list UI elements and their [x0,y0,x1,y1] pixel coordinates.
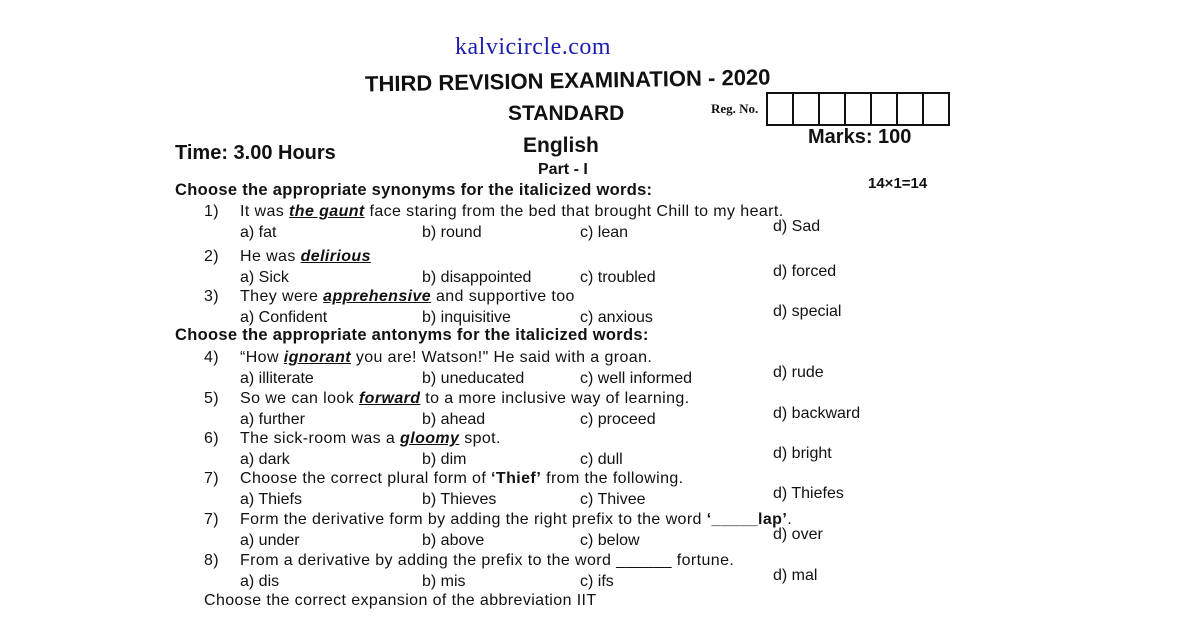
question-2 [204,248,371,266]
italicized-word: ignorant [283,349,351,366]
option-a: a) Sick [240,269,289,286]
option-c: c) troubled [580,269,656,286]
subject: English [523,134,599,157]
part-label: Part - I [538,161,588,178]
question-text-end: spot. [459,430,501,447]
question-number: 5) [204,390,220,407]
option-b: b) round [422,224,482,241]
question-text: So we can look [240,390,359,407]
option-b: b) disappointed [422,269,532,286]
option-c: c) Thivee [580,491,646,508]
option-a: a) Thiefs [240,491,302,508]
option-d: d) rude [773,364,824,381]
option-c: c) ifs [580,573,614,590]
option-b: b) above [422,532,485,549]
option-b: b) Thieves [422,491,497,508]
question-text: It was [240,203,290,220]
reg-no-box [896,92,924,126]
question-6 [204,430,501,448]
section-synonyms: Choose the appropriate synonyms for the italicized words: [175,181,653,199]
option-b: b) inquisitive [422,309,511,326]
option-a: a) under [240,532,300,549]
option-b: b) dim [422,451,467,468]
question-text: They were [240,288,324,305]
cut-off-question: Choose the correct expansion of the abbreviation IIT [204,592,597,609]
question-7 [204,470,684,488]
reg-no-box [818,92,846,126]
question-number: 2) [204,248,220,265]
option-d: d) Sad [773,218,821,235]
option-d: d) over [773,526,823,543]
option-c: c) lean [580,224,629,241]
question-text: He was [240,248,301,265]
question-text: Choose the correct plural form of [240,470,492,487]
reg-no-box [792,92,820,126]
option-a: a) fat [240,224,277,241]
option-d: d) special [773,303,842,320]
option-d: d) bright [773,445,832,462]
option-c: c) dull [580,451,623,468]
question-3 [204,288,575,306]
reg-no-boxes [768,92,950,126]
option-a: a) illiterate [240,370,314,387]
option-c: c) below [580,532,640,549]
option-a: a) dark [240,451,290,468]
reg-no-box [870,92,898,126]
italicized-word: delirious [300,248,371,265]
italicized-word: gloomy [400,430,460,447]
question-number: 3) [204,288,220,305]
option-c: c) anxious [580,309,653,326]
option-c: c) proceed [580,411,656,428]
option-b: b) ahead [422,411,486,428]
question-9 [204,552,734,570]
question-number: 6) [204,430,220,447]
key-word: ‘_____lap’ [706,511,788,528]
question-4 [204,349,652,367]
question-text-end: and supportive too [431,288,575,305]
option-c: c) well informed [580,370,693,387]
score: 14×1=14 [868,175,928,192]
question-number: 8) [204,552,220,569]
option-a: a) Confident [240,309,328,326]
italicized-word: forward [358,390,421,407]
question-text: From a derivative by adding the prefix to the word [240,552,617,569]
exam-title: THIRD REVISION EXAMINATION - 2020 [364,64,771,97]
question-text: The sick-room was a [240,430,401,447]
option-a: a) dis [240,573,280,590]
standard-label: STANDARD [508,102,625,125]
reg-no-box [766,92,794,126]
watermark: kalvicircle.com [455,34,612,60]
question-text-end: to a more inclusive way of learning. [420,390,690,407]
option-b: b) uneducated [422,370,525,387]
question-1 [204,203,784,221]
time: Time: 3.00 Hours [175,142,336,164]
question-text-end: from the following. [541,470,684,487]
question-text-end: you are! Watson!" He said with a groan. [350,349,653,366]
question-text-end: face staring from the bed that brought Chill to my heart. [364,203,784,220]
question-number: 1) [204,203,220,220]
question-text-end: . [787,511,793,528]
option-d: d) mal [773,567,818,584]
key-word: ‘Thief’ [491,470,542,487]
question-text: Form the derivative form by adding the right prefix to the word [240,511,707,528]
option-d: d) forced [773,263,837,280]
question-number: 7) [204,470,220,487]
question-8 [204,511,792,529]
reg-no-box [922,92,950,126]
option-a: a) further [240,411,305,428]
marks: Marks: 100 [808,126,912,148]
section-antonyms: Choose the appropriate antonyms for the italicized words: [175,326,649,344]
question-text-end: ______ fortune. [616,552,735,569]
question-number: 7) [204,511,220,528]
question-text: “How [240,349,284,366]
option-b: b) mis [422,573,466,590]
italicized-word: the gaunt [289,203,365,220]
question-number: 4) [204,349,220,366]
reg-no-box [844,92,872,126]
reg-no-label: Reg. No. [711,101,759,116]
option-d: d) Thiefes [773,485,844,502]
italicized-word: apprehensive [323,288,432,305]
option-d: d) backward [773,405,861,422]
question-5 [204,390,690,408]
